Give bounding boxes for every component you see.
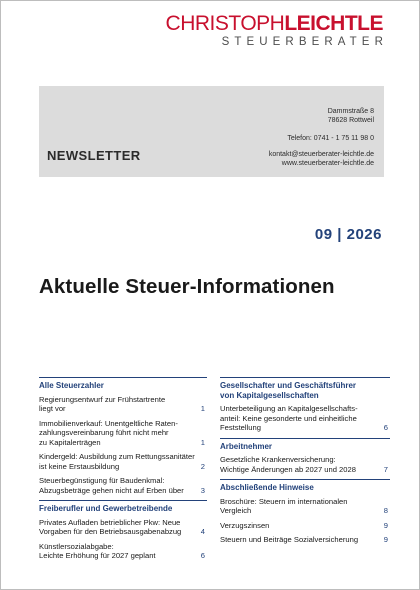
toc-entry-line: Gesetzliche Krankenversicherung: — [220, 455, 336, 464]
toc-entry-page-number: 1 — [200, 404, 205, 413]
toc-entry-line: ist keine Erstausbildung — [39, 461, 120, 471]
issue-number: 09 | 2026 — [314, 226, 382, 243]
toc-entry[interactable] — [220, 497, 390, 516]
toc-section-heading — [39, 500, 207, 514]
toc-entry-line: Verzugszinsen — [220, 520, 270, 530]
logo-name — [166, 13, 383, 35]
toc-entry-page-number: 3 — [200, 485, 205, 495]
header-band — [39, 86, 384, 177]
toc-entry-line: Künstlersozialabgabe: — [39, 541, 114, 551]
toc-section-heading-line: Gesellschafter und Geschäftsführer — [220, 381, 357, 390]
toc-entry[interactable] — [39, 419, 207, 448]
toc-entry-page-number: 6 — [383, 423, 388, 432]
toc-section-heading — [220, 377, 390, 400]
toc-entry-page-number: 4 — [200, 527, 205, 536]
toc-entry-line: Broschüre: Steuern im internationalen — [220, 496, 348, 506]
email-address[interactable]: kontakt@steuerberater-leichtle.de — [268, 151, 374, 158]
toc-entry[interactable] — [39, 518, 207, 537]
toc-entry[interactable] — [220, 521, 390, 531]
toc-entry-line: Wichtige Änderungen ab 2027 und 2028 — [220, 464, 356, 474]
website-link[interactable]: www.steuerberater-leichtle.de — [281, 160, 374, 167]
toc-section-heading-line: Freiberufler und Gewerbetreibende — [39, 504, 173, 513]
toc-entry-line: Vorgaben für den Betriebsausgabenabzug — [39, 527, 182, 536]
toc-entry-page-number: 9 — [383, 520, 388, 530]
page-title: Aktuelle Steuer-Informationen — [39, 275, 335, 298]
toc-entry-line: zu Kapitalerträgen — [39, 437, 101, 447]
toc-section-heading-line: Alle Steuerzahler — [39, 381, 104, 390]
phone-number: Telefon: 0741 - 1 75 11 98 0 — [287, 135, 374, 142]
toc-section-heading-line: Arbeitnehmer — [220, 441, 273, 451]
company-logo — [165, 12, 388, 49]
toc-section-heading — [220, 438, 390, 452]
toc-entry[interactable] — [39, 476, 207, 495]
toc-entry-page-number: 6 — [200, 551, 205, 560]
address-street: Dammstraße 8 — [327, 108, 374, 115]
toc-section-heading-line: von Kapitalgesellschaften — [220, 390, 319, 400]
toc-left-column — [39, 377, 207, 566]
toc-entry[interactable] — [220, 535, 390, 545]
address-city: 78628 Rottweil — [327, 117, 374, 124]
toc-entry-line: Abzugsbeträge gehen nicht auf Erben über — [39, 485, 184, 495]
toc-entry[interactable] — [220, 455, 390, 474]
toc-entry-page-number: 1 — [200, 437, 205, 447]
toc-entry-line: Steuern und Beiträge Sozialversicherung — [220, 535, 359, 544]
toc-right-column — [220, 377, 390, 550]
toc-entry-line: Privates Aufladen betrieblicher Pkw: Neue — [39, 517, 181, 527]
toc-entry[interactable] — [39, 542, 207, 561]
toc-section-heading — [39, 377, 207, 391]
toc-entry-page-number: 9 — [383, 535, 388, 544]
toc-entry[interactable] — [39, 452, 207, 471]
logo-subtitle: STEUERBERATER — [221, 36, 388, 48]
toc-entry-line: Steuerbegünstigung für Baudenkmal: — [39, 476, 165, 485]
toc-entry-line: Immobilienverkauf: Unentgeltliche Raten- — [39, 418, 178, 428]
toc-entry-line: Kindergeld: Ausbildung zum Rettungssanitäter — [39, 452, 195, 461]
toc-entry-line: Feststellung — [220, 423, 261, 432]
toc-entry-line: anteil: Keine gesonderte und einheitliche — [220, 413, 357, 423]
toc-entry-line: liegt vor — [39, 404, 66, 413]
contact-block — [269, 107, 374, 168]
toc-entry-page-number: 7 — [383, 464, 388, 474]
toc-entry-line: Unterbeteiligung an Kapitalgesellschafts- — [220, 404, 358, 413]
toc-entry-line: Regierungsentwurf zur Frühstartrente — [39, 394, 166, 404]
toc-entry[interactable] — [220, 404, 390, 433]
toc-section-heading-line: Abschließende Hinweise — [220, 483, 314, 492]
toc-entry-line: zahlungsvereinbarung führt nicht mehr — [39, 428, 169, 437]
toc-entry-line: Vergleich — [220, 506, 252, 515]
logo-name-first: CHRISTOPH — [165, 12, 285, 35]
toc-section-heading — [220, 479, 390, 493]
toc-entry-page-number: 2 — [200, 461, 205, 471]
toc-entry-page-number: 8 — [383, 506, 388, 515]
newsletter-label: NEWSLETTER — [47, 148, 141, 163]
toc-entry-line: Leichte Erhöhung für 2027 geplant — [39, 551, 156, 560]
toc-entry[interactable] — [39, 395, 207, 414]
logo-name-last: LEICHTLE — [284, 12, 383, 35]
